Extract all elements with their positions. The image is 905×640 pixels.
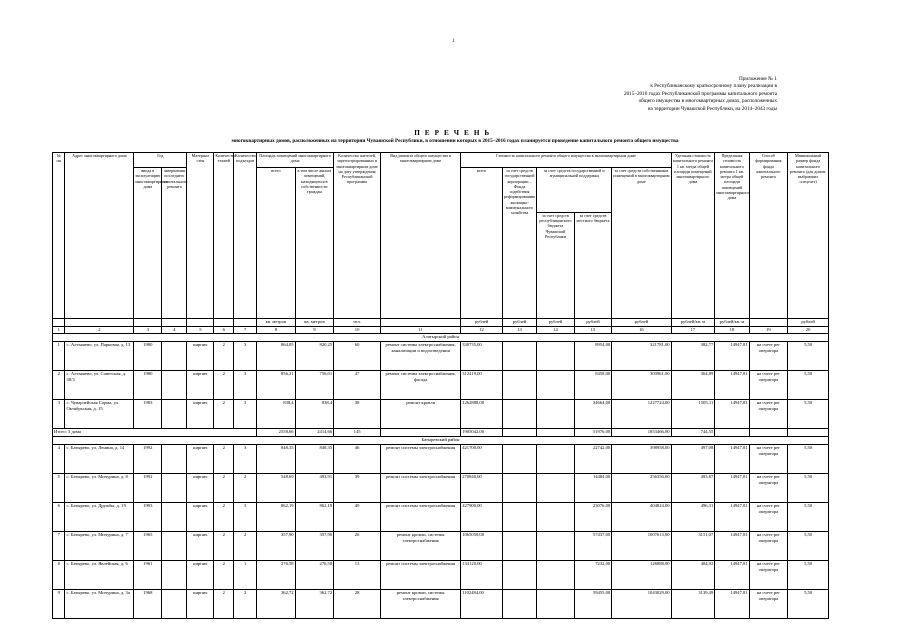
row-max-cost: 14947,81 [715, 503, 749, 532]
col-cost-local-header: за счет средств местного бюджета [574, 212, 611, 318]
table-body [53, 334, 829, 619]
row-number: 5 [53, 474, 65, 503]
row-year-built: 1993 [134, 503, 162, 532]
row-number: 4 [53, 445, 65, 474]
column-number: 3 [134, 327, 162, 334]
column-number: 2 [65, 327, 134, 334]
row-cost-local: 34664,00 [574, 400, 611, 429]
row-area-total: 362,72 [257, 590, 296, 619]
row-area-total: 838,4 [257, 400, 296, 429]
row-fund-method: на счете рег оператора [749, 503, 788, 532]
unit-cell: рублей [461, 319, 503, 327]
col-address-header: Адрес многоквартирного дома [65, 153, 134, 319]
row-min-fee: 5,50 [788, 561, 829, 590]
column-number: 5 [187, 327, 214, 334]
appendix-note [537, 76, 777, 113]
row-floors: 2 [214, 371, 234, 400]
row-floors: 2 [214, 474, 234, 503]
column-number: 4 [162, 327, 187, 334]
row-min-fee: 5,50 [788, 474, 829, 503]
unit-cell: рублей [612, 319, 671, 327]
column-number: 14 [537, 327, 574, 334]
row-unit-cost: 497,08 [671, 445, 715, 474]
appendix-line: на территории Чувашской Республики, на 2014–2043 годы [647, 105, 777, 112]
row-repair-type: ремонт системы электроснабжения [381, 474, 461, 503]
unit-cell: рублей [788, 319, 829, 327]
row-unit-cost: 496,31 [671, 503, 715, 532]
table-row [53, 342, 829, 371]
row-repair-type: ремонт системы электроснабжения [381, 445, 461, 474]
buildings-table [52, 152, 829, 619]
appendix-line: Приложение № 1 [739, 76, 777, 82]
col-cost-total-header: всего [461, 168, 503, 319]
total-empty [502, 429, 536, 437]
row-floors: 2 [214, 561, 234, 590]
row-cost-republic [537, 561, 574, 590]
row-cost-owners: 126888,00 [612, 561, 671, 590]
row-fund-method: на счете рег оператора [749, 445, 788, 474]
row-max-cost: 14947,81 [715, 400, 749, 429]
unit-cell [381, 319, 461, 327]
row-cost-total: 1262888,00 [461, 400, 503, 429]
column-number: 18 [715, 327, 749, 334]
row-cost-local: 57437,00 [574, 532, 611, 561]
column-number: 17 [671, 327, 715, 334]
row-min-fee: 5,50 [788, 503, 829, 532]
row-cost-fund [502, 561, 536, 590]
row-year-built: 1961 [134, 561, 162, 590]
row-number: 8 [53, 561, 65, 590]
row-number: 1 [53, 342, 65, 371]
col-wall-header: Материал стен [187, 153, 214, 319]
row-area-total: 548,69 [257, 474, 296, 503]
table-row [53, 532, 829, 561]
row-unit-cost: 484,92 [671, 561, 715, 590]
col-cost-public-header: за счет средств государственной и муниципальной поддержки [537, 168, 612, 213]
col-year-group-header: Год [134, 153, 187, 168]
row-year-built: 1992 [134, 474, 162, 503]
row-wall-material: кирпич [187, 342, 214, 371]
row-cost-local: 7232,00 [574, 561, 611, 590]
row-cost-republic [537, 590, 574, 619]
col-num-header: № пп [53, 153, 65, 319]
row-fund-method: на счете рег оператора [749, 342, 788, 371]
row-residents: 39 [334, 474, 381, 503]
table-row [53, 371, 829, 400]
row-max-cost: 14947,81 [715, 445, 749, 474]
appendix-line: к Республиканскому краткосрочному плану реализации в [650, 83, 777, 90]
row-area-total: 864,05 [257, 342, 296, 371]
row-cost-republic [537, 445, 574, 474]
col-unit-cost-header: Удельная стоимость капитального ремонта 1 кв. метра общей площади помещений многоквартирного дома [671, 153, 715, 319]
column-number: 12 [461, 327, 503, 334]
table-row [53, 561, 829, 590]
row-cost-fund [502, 474, 536, 503]
row-cost-fund [502, 503, 536, 532]
unit-cell: кв. метров [257, 319, 296, 327]
row-cost-fund [502, 342, 536, 371]
unit-cell [162, 319, 187, 327]
row-floors: 2 [214, 342, 234, 371]
total-cost-owners: 1853466,00 [612, 429, 671, 437]
row-residents: 40 [334, 503, 381, 532]
row-entrances: 2 [234, 532, 257, 561]
row-cost-republic [537, 371, 574, 400]
unit-cell: чел. [334, 319, 381, 327]
region-row [53, 334, 829, 342]
row-cost-owners: 321781,00 [612, 342, 671, 371]
table-row [53, 474, 829, 503]
row-cost-local: 22742,00 [574, 445, 611, 474]
row-max-cost: 14947,81 [715, 342, 749, 371]
row-wall-material: кирпич [187, 503, 214, 532]
row-address: с. Батырево, ул. Ленина, д. 14 [65, 445, 134, 474]
row-year-repair [162, 474, 187, 503]
row-area-residential: 493,91 [295, 474, 334, 503]
row-max-cost: 14947,81 [715, 561, 749, 590]
column-number: 10 [334, 327, 381, 334]
total-cost: 1905042,00 [461, 429, 503, 437]
unit-cell [134, 319, 162, 327]
col-year-repair-header: завершения последнего капитального ремонта [162, 168, 187, 319]
row-fund-method: на счете рег оператора [749, 371, 788, 400]
row-cost-total: 1065050,00 [461, 532, 503, 561]
row-max-cost: 14947,81 [715, 532, 749, 561]
row-entrances: 3 [234, 342, 257, 371]
row-area-residential: 362,72 [295, 590, 334, 619]
row-year-repair [162, 590, 187, 619]
column-number: 7 [234, 327, 257, 334]
unit-cell [749, 319, 788, 327]
total-label: Итого: 3 дома [53, 429, 257, 437]
row-address: с. Батырево, ул. Мичурина, д. 7 [65, 532, 134, 561]
row-max-cost: 14947,81 [715, 371, 749, 400]
row-cost-republic [537, 400, 574, 429]
row-area-total: 848,35 [257, 445, 296, 474]
row-fund-method: на счете рег оператора [749, 561, 788, 590]
row-year-built: 1983 [134, 400, 162, 429]
row-area-total: 357,90 [257, 532, 296, 561]
region-row [53, 437, 829, 445]
row-min-fee: 5,50 [788, 400, 829, 429]
row-unit-cost: 493,87 [671, 474, 715, 503]
row-cost-total: 270840,00 [461, 474, 503, 503]
column-number: 19 [749, 327, 788, 334]
row-residents: 28 [334, 590, 381, 619]
row-unit-cost: 382,77 [671, 342, 715, 371]
unit-cell: кв. метров [295, 319, 334, 327]
row-unit-cost: 364,89 [671, 371, 715, 400]
total-empty [788, 429, 829, 437]
row-cost-fund [502, 400, 536, 429]
row-unit-cost: 3139,49 [671, 590, 715, 619]
row-year-built: 1980 [134, 342, 162, 371]
column-numbers-row [53, 327, 829, 334]
row-number: 3 [53, 400, 65, 429]
total-empty [749, 429, 788, 437]
row-unit-cost: 1505,11 [671, 400, 715, 429]
row-address: с. Чуварлейская Сорма, ул. Октябрьская, д. 15 [65, 400, 134, 429]
region-name: Батыревский район [53, 437, 829, 445]
row-address: с. Батырево, ул. Мичурина, д. 3а [65, 590, 134, 619]
column-number: 11 [381, 327, 461, 334]
row-year-repair [162, 532, 187, 561]
row-year-built: 1965 [134, 532, 162, 561]
row-cost-total: 421700,00 [461, 445, 503, 474]
unit-cell [187, 319, 214, 327]
total-res-area: 2414,66 [295, 429, 334, 437]
unit-cell: рублей/кв. м [715, 319, 749, 327]
col-cost-owners-header: за счет средств собственников помещений в многоквартирном доме [612, 168, 671, 319]
row-residents: 60 [334, 342, 381, 371]
col-area-res-header: в том числе жилых помещений, находящихся в собственности граждан [295, 168, 334, 319]
row-fund-method: на счете рег оператора [749, 532, 788, 561]
row-floors: 2 [214, 590, 234, 619]
row-cost-republic [537, 342, 574, 371]
unit-cell [65, 319, 134, 327]
row-year-repair [162, 342, 187, 371]
units-row [53, 319, 829, 327]
row-cost-local: 8954,00 [574, 342, 611, 371]
col-area-group-header: Площадь помещений многоквартирного дома [257, 153, 334, 168]
unit-cell [214, 319, 234, 327]
row-area-residential: 838,4 [295, 400, 334, 429]
row-cost-total: 427900,00 [461, 503, 503, 532]
row-floors: 2 [214, 400, 234, 429]
row-min-fee: 5,50 [788, 342, 829, 371]
col-area-total-header: всего [257, 168, 296, 319]
row-floors: 2 [214, 503, 234, 532]
unit-cell [53, 319, 65, 327]
row-cost-owners: 1043029,00 [612, 590, 671, 619]
row-min-fee: 5,50 [788, 371, 829, 400]
col-min-fee-header: Минимальный размер фонда капитального ремонта (для домов, выбравших спецсчет) [788, 153, 829, 319]
row-floors: 2 [214, 445, 234, 474]
total-empty [381, 429, 461, 437]
column-number: 13 [502, 327, 536, 334]
row-area-residential: 357,90 [295, 532, 334, 561]
row-cost-owners: 1227724,00 [612, 400, 671, 429]
table-row [53, 503, 829, 532]
row-area-total: 856,21 [257, 371, 296, 400]
row-address: с. Алтышево, ул. Советская, д. 38/3 [65, 371, 134, 400]
page-number: 1 [452, 39, 455, 44]
row-entrances: 2 [234, 590, 257, 619]
row-repair-type: ремонт системы электроснабжения [381, 561, 461, 590]
table-row [53, 590, 829, 619]
row-max-cost: 14947,81 [715, 474, 749, 503]
row-address: с. Батырево, ул. Мичурина, д. 8 [65, 474, 134, 503]
table-header [53, 153, 829, 334]
row-year-built: 1992 [134, 445, 162, 474]
appendix-line: 2015–2016 годах Республиканской программы капитального ремонта [623, 90, 777, 97]
total-unit-cost: 744,55 [671, 429, 715, 437]
row-wall-material: кирпич [187, 532, 214, 561]
appendix-line: общего имущества в многоквартирных домах, расположенных [638, 98, 777, 105]
row-residents: 47 [334, 371, 381, 400]
column-number: 6 [214, 327, 234, 334]
row-cost-fund [502, 590, 536, 619]
row-cost-fund [502, 371, 536, 400]
row-year-built: 1980 [134, 371, 162, 400]
row-max-cost: 14947,81 [715, 590, 749, 619]
row-cost-fund [502, 445, 536, 474]
row-area-total: 276,58 [257, 561, 296, 590]
row-cost-republic [537, 474, 574, 503]
row-year-built: 1968 [134, 590, 162, 619]
row-number: 7 [53, 532, 65, 561]
row-address: с. Батырево, ул. Дружбы, д. 19 [65, 503, 134, 532]
row-repair-type: ремонт кровли, системы электроснабжения [381, 532, 461, 561]
row-year-repair [162, 400, 187, 429]
total-cost-local: 51976,00 [574, 429, 611, 437]
row-entrances: 3 [234, 503, 257, 532]
region-name: Алатырский район [53, 334, 829, 342]
row-wall-material: кирпич [187, 400, 214, 429]
row-fund-method: на счете рег оператора [749, 474, 788, 503]
column-number: 8 [257, 327, 296, 334]
col-cost-fund-header: за счет средств государственной корпорации – Фонда содействия реформированию жилищно-коммунального хозяйства [502, 168, 536, 319]
row-cost-republic [537, 532, 574, 561]
row-cost-total: 312419,00 [461, 371, 503, 400]
row-repair-type: ремонт системы электроснабжения, фасада [381, 371, 461, 400]
row-number: 2 [53, 371, 65, 400]
row-residents: 38 [334, 400, 381, 429]
row-min-fee: 5,50 [788, 445, 829, 474]
row-wall-material: кирпич [187, 445, 214, 474]
column-number: 20 [788, 327, 829, 334]
row-wall-material: кирпич [187, 371, 214, 400]
total-residents: 145 [334, 429, 381, 437]
row-entrances: 1 [234, 561, 257, 590]
row-cost-owners: 1007613,00 [612, 532, 671, 561]
col-entrances-header: Количество подъездов [234, 153, 257, 319]
total-empty [537, 429, 574, 437]
row-year-repair [162, 561, 187, 590]
row-cost-total: 330735,00 [461, 342, 503, 371]
row-cost-total: 1102484,00 [461, 590, 503, 619]
row-area-residential: 848,35 [295, 445, 334, 474]
row-entrances: 3 [234, 371, 257, 400]
row-address: с. Батырево, ул. Явлейская, д. 6 [65, 561, 134, 590]
document-subtitle: многоквартирных домов, расположенных на территории Чувашской Республики, в отношении которых в 2015–2016 годах планируется проведение капитального ремонта общего имущества [231, 138, 679, 144]
col-cost-group-header: Стоимость капитального ремонта общего имущества в многоквартирном доме [461, 153, 671, 168]
row-cost-owners: 256356,00 [612, 474, 671, 503]
row-residents: 46 [334, 445, 381, 474]
col-floors-header: Количество этажей [214, 153, 234, 319]
row-repair-type: ремонт кровли [381, 400, 461, 429]
row-cost-owners: 303961,00 [612, 371, 671, 400]
row-year-repair [162, 445, 187, 474]
col-cost-republic-header: за счет средств республиканского бюджета Чувашской Республики [537, 212, 574, 318]
col-residents-header: Количество жителей, зарегистрированных в многоквартирном доме на дату утверждения Республиканской программы [334, 153, 381, 319]
row-repair-type: ремонт кровли, системы электроснабжения [381, 590, 461, 619]
unit-cell: рублей/кв. м [671, 319, 715, 327]
row-area-total: 862,19 [257, 503, 296, 532]
row-number: 6 [53, 503, 65, 532]
row-cost-owners: 404824,00 [612, 503, 671, 532]
row-residents: 13 [334, 561, 381, 590]
table-row [53, 400, 829, 429]
total-empty [715, 429, 749, 437]
row-fund-method: на счете рег оператора [749, 590, 788, 619]
unit-cell: рублей [574, 319, 611, 327]
row-cost-local: 8458,00 [574, 371, 611, 400]
row-area-residential: 276,58 [295, 561, 334, 590]
unit-cell: рублей [537, 319, 574, 327]
column-number: 16 [612, 327, 671, 334]
col-max-cost-header: Предельная стоимость капитального ремонта 1 кв. метра общей площади помещений многоквартирного дома [715, 153, 749, 319]
row-cost-local: 59455,00 [574, 590, 611, 619]
row-area-residential: 862,19 [295, 503, 334, 532]
column-number: 1 [53, 327, 65, 334]
row-year-repair [162, 503, 187, 532]
row-number: 9 [53, 590, 65, 619]
col-fund-method-header: Способ формирования фонда капитального ремонта [749, 153, 788, 319]
row-entrances: 3 [234, 400, 257, 429]
row-cost-owners: 398958,00 [612, 445, 671, 474]
column-number: 9 [295, 327, 334, 334]
col-year-built-header: ввода в эксплуатацию многоквартирного дома [134, 168, 162, 319]
total-row [53, 429, 829, 437]
row-wall-material: кирпич [187, 561, 214, 590]
row-cost-republic [537, 503, 574, 532]
row-area-residential: 820,25 [295, 342, 334, 371]
row-cost-local: 23076,00 [574, 503, 611, 532]
row-wall-material: кирпич [187, 474, 214, 503]
row-repair-type: ремонт системы электроснабжения [381, 503, 461, 532]
row-wall-material: кирпич [187, 590, 214, 619]
row-unit-cost: 3151,07 [671, 532, 715, 561]
row-year-repair [162, 371, 187, 400]
unit-cell: рублей [502, 319, 536, 327]
row-entrances: 2 [234, 474, 257, 503]
total-area: 2558,66 [257, 429, 296, 437]
table-row [53, 445, 829, 474]
row-entrances: 3 [234, 445, 257, 474]
row-min-fee: 5,50 [788, 590, 829, 619]
row-cost-fund [502, 532, 536, 561]
row-address: с. Алтышево, ул. Парковая, д. 13 [65, 342, 134, 371]
row-cost-total: 134120,00 [461, 561, 503, 590]
row-repair-type: ремонт системы электроснабжения, канализации и водоотведения [381, 342, 461, 371]
row-area-residential: 756,01 [295, 371, 334, 400]
row-cost-local: 14484,00 [574, 474, 611, 503]
row-fund-method: на счете рег оператора [749, 400, 788, 429]
row-floors: 2 [214, 532, 234, 561]
unit-cell [234, 319, 257, 327]
column-number: 15 [574, 327, 611, 334]
col-repair-header: Вид ремонта общего имущества в многоквартирном доме [381, 153, 461, 319]
row-min-fee: 5,50 [788, 532, 829, 561]
document-title: П Е Р Е Ч Е Н Ь [414, 129, 491, 137]
row-residents: 26 [334, 532, 381, 561]
